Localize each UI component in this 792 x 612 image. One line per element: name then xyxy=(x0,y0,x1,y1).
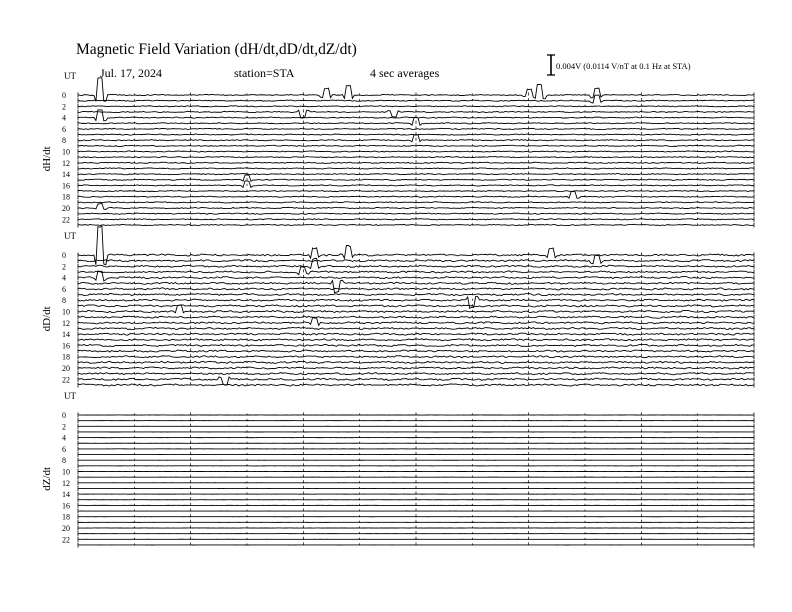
panels-group xyxy=(41,71,754,547)
scale-note: 0.004V (0.0114 V/nT at 0.1 Hz at STA) xyxy=(556,61,691,71)
hour-label: 10 xyxy=(62,467,70,477)
panel-ylabel: dZ/dt xyxy=(41,466,53,491)
hour-label: 22 xyxy=(62,375,70,385)
hour-label: 0 xyxy=(62,91,66,100)
hour-label: 12 xyxy=(62,478,70,488)
hour-label: 6 xyxy=(62,444,66,454)
hour-label: 4 xyxy=(62,113,66,123)
hour-label: 20 xyxy=(62,364,70,373)
hour-label: 12 xyxy=(62,158,70,168)
hour-label: 14 xyxy=(62,490,70,500)
panel-ylabel: dD/dt xyxy=(41,306,53,332)
hour-label: 12 xyxy=(62,318,70,328)
hour-label: 16 xyxy=(62,181,70,191)
chart-title: Magnetic Field Variation (dH/dt,dD/dt,dZ/dt) xyxy=(76,41,357,58)
hour-label: 10 xyxy=(62,307,70,317)
hour-label: 2 xyxy=(62,102,66,112)
hour-label: 18 xyxy=(62,192,70,202)
hour-label: 4 xyxy=(62,273,66,283)
panel-dD xyxy=(41,226,754,387)
hour-label: 20 xyxy=(62,524,70,533)
hour-label: 8 xyxy=(62,456,66,466)
averaging-label: 4 sec averages xyxy=(370,66,440,80)
station-label: station=STA xyxy=(234,66,295,80)
ut-label: UT xyxy=(64,391,76,401)
hour-label: 2 xyxy=(62,262,66,272)
scale-bar xyxy=(547,55,555,75)
hour-label: 14 xyxy=(62,170,70,180)
hour-label: 0 xyxy=(62,411,66,420)
hour-label: 10 xyxy=(62,147,70,157)
ut-label: UT xyxy=(64,71,76,81)
trace-line xyxy=(78,78,754,102)
hour-label: 22 xyxy=(62,215,70,225)
panel-ylabel: dH/dt xyxy=(41,146,53,172)
hour-label: 22 xyxy=(62,535,70,545)
hour-label: 6 xyxy=(62,124,66,134)
hour-label: 6 xyxy=(62,284,66,294)
hour-label: 18 xyxy=(62,352,70,362)
hour-label: 20 xyxy=(62,204,70,213)
date-label: Jul. 17, 2024 xyxy=(100,66,163,80)
panel-dH xyxy=(41,71,754,227)
hour-label: 8 xyxy=(62,136,66,146)
ut-label: UT xyxy=(64,231,76,241)
hour-label: 16 xyxy=(62,341,70,351)
hour-label: 16 xyxy=(62,501,70,511)
hour-label: 14 xyxy=(62,330,70,340)
hour-label: 8 xyxy=(62,296,66,306)
hour-label: 4 xyxy=(62,433,66,443)
hour-label: 18 xyxy=(62,512,70,522)
hour-label: 2 xyxy=(62,422,66,432)
hour-label: 0 xyxy=(62,251,66,260)
panel-dZ xyxy=(41,391,754,547)
